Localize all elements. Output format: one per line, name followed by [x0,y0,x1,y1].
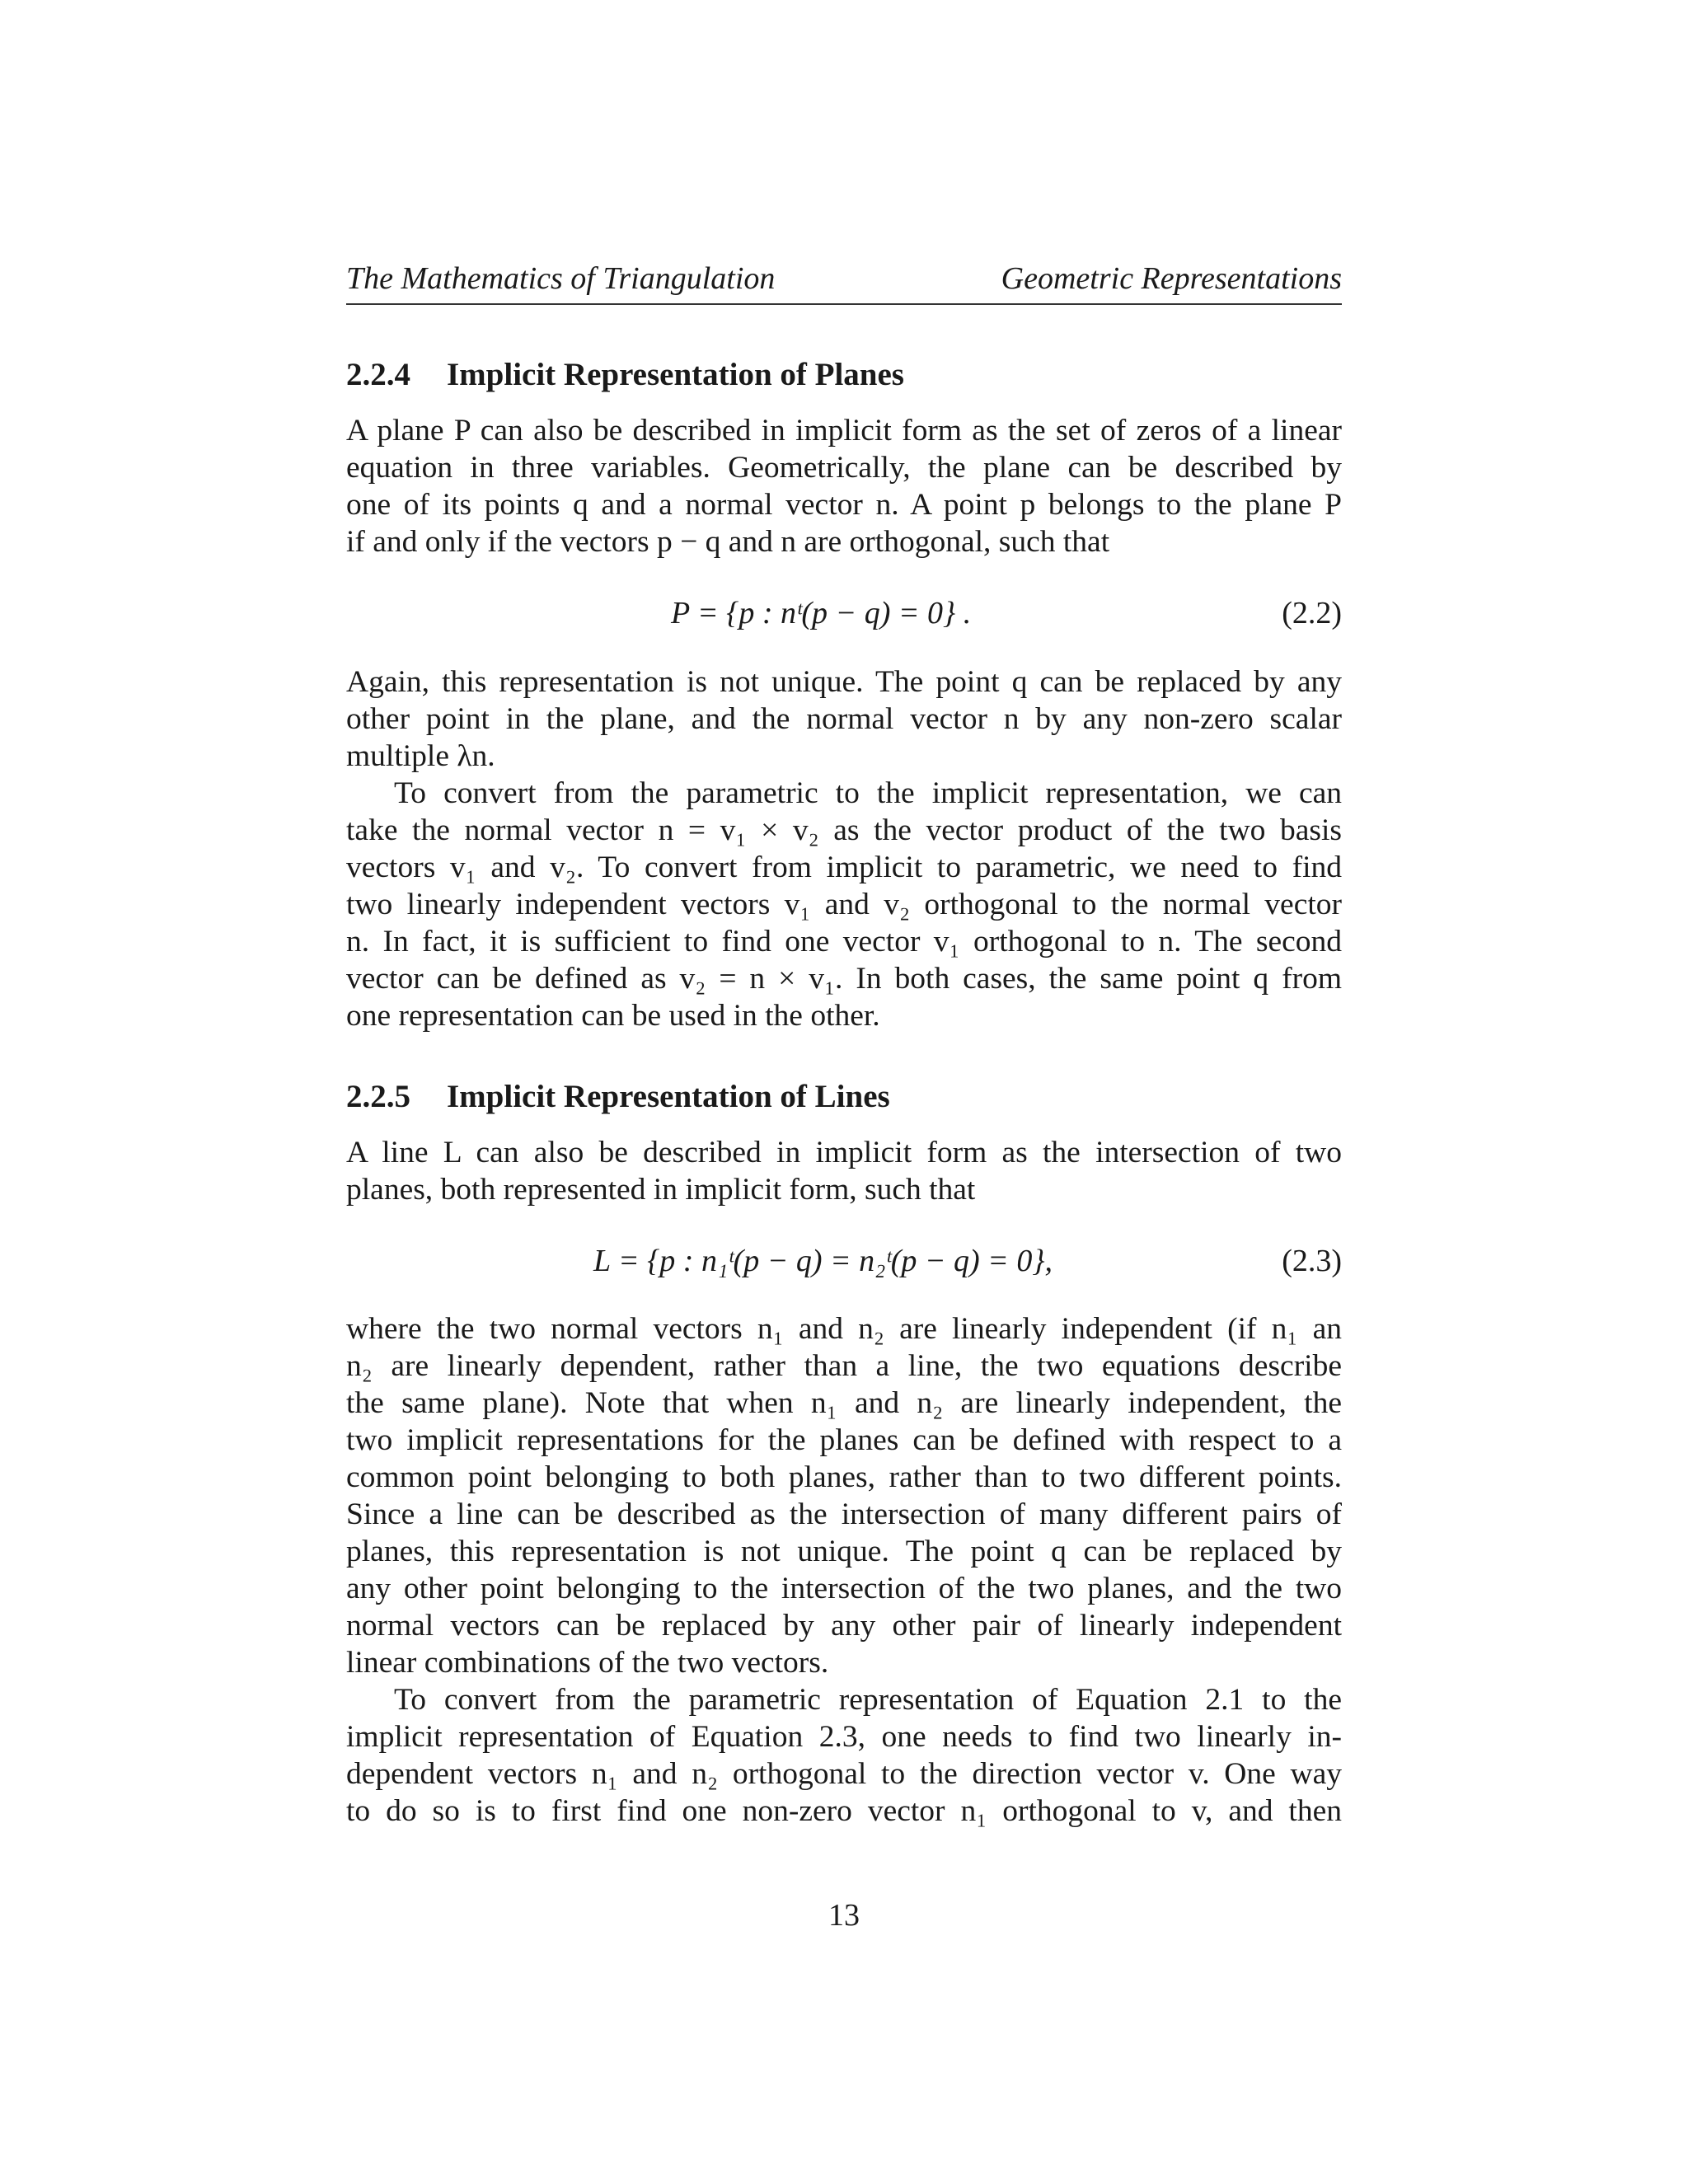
equation-2-2 [346,595,1342,636]
header-book-title: The Mathematics of Triangulation [346,261,776,296]
text-line: the same plane). Note that when n₁ and n₂ are linearly independent, the [346,1386,1342,1420]
text-line: vector can be defined as v₂ = n × v₁. In both cases, the same point q from [346,962,1342,996]
section-number: 2.2.4 [346,357,410,392]
paragraph-lines-intro [346,1134,1342,1208]
text-line: A plane P can also be described in implicit form as the set of zeros of a linear [346,414,1342,448]
text-line: where the two normal vectors n₁ and n₂ are linearly independent (if n₁ an [346,1312,1342,1346]
text-line: A line L can also be described in implicit form as the intersection of two [346,1136,1342,1169]
text-line: normal vectors can be replaced by any other pair of linearly independent [346,1609,1342,1643]
paragraph-not-unique [346,663,1342,775]
equation-number: (2.2) [1282,596,1342,630]
equation-expression: P = {p : nᵗ(p − q) = 0} . [671,596,972,630]
text-line: if and only if the vectors p − q and n are orthogonal, such that [346,525,1110,559]
text-line: one representation can be used in the other. [346,999,880,1033]
text-line: two implicit representations for the planes can be defined with respect to a [346,1423,1342,1457]
text-line: implicit representation of Equation 2.3, one needs to find two linearly in- [346,1720,1342,1754]
section-heading-2-2-5 [346,1078,890,1115]
text-line: planes, both represented in implicit form, such that [346,1173,976,1207]
text-line: To convert from the parametric representation of Equation 2.1 to the [394,1683,1342,1717]
section-number: 2.2.5 [346,1079,410,1114]
equation-2-3 [346,1243,1342,1284]
text-line: equation in three variables. Geometrically, the plane can be described by [346,451,1342,485]
paragraph-normal-vectors [346,1310,1342,1681]
text-line: n. In fact, it is sufficient to find one vector v₁ orthogonal to n. The second [346,925,1342,958]
text-line: n₂ are linearly dependent, rather than a line, the two equations describe [346,1349,1342,1383]
text-line: dependent vectors n₁ and n₂ orthogonal to the direction vector v. One way [346,1757,1342,1791]
equation-number: (2.3) [1282,1244,1342,1278]
section-heading-2-2-4 [346,356,904,393]
text-line: common point belonging to both planes, rather than to two different points. [346,1460,1342,1494]
page-number: 13 [828,1898,860,1933]
running-header [346,255,1342,305]
section-title: Implicit Representation of Lines [447,1079,890,1114]
text-line: linear combinations of the two vectors. [346,1646,829,1680]
paragraph-planes-intro [346,412,1342,560]
text-line: To convert from the parametric to the implicit representation, we can [394,776,1342,810]
text-line: planes, this representation is not unique. The point q can be replaced by [346,1535,1342,1568]
text-line: take the normal vector n = v₁ × v₂ as the vector product of the two basis [346,813,1342,847]
section-title: Implicit Representation of Planes [447,357,904,392]
equation-expression: L = {p : n₁ᵗ(p − q) = n₂ᵗ(p − q) = 0}, [593,1244,1053,1278]
header-chapter-title: Geometric Representations [1001,261,1342,296]
text-line: multiple λn. [346,739,495,773]
text-line: to do so is to first find one non-zero vector n₁ orthogonal to v, and then [346,1794,1342,1828]
paragraph-conversion-planes [346,775,1342,1034]
text-line: other point in the plane, and the normal vector n by any non-zero scalar [346,702,1342,736]
text-line: two linearly independent vectors v₁ and v₂ orthogonal to the normal vector [346,888,1342,921]
text-line: one of its points q and a normal vector n. A point p belongs to the plane P [346,488,1342,522]
text-line: Again, this representation is not unique. The point q can be replaced by any [346,665,1342,699]
paragraph-conversion-lines [346,1681,1342,1830]
text-line: any other point belonging to the intersection of the two planes, and the two [346,1572,1342,1605]
text-line: Since a line can be described as the intersection of many different pairs of [346,1497,1342,1531]
text-line: vectors v₁ and v₂. To convert from implicit to parametric, we need to find [346,851,1342,884]
